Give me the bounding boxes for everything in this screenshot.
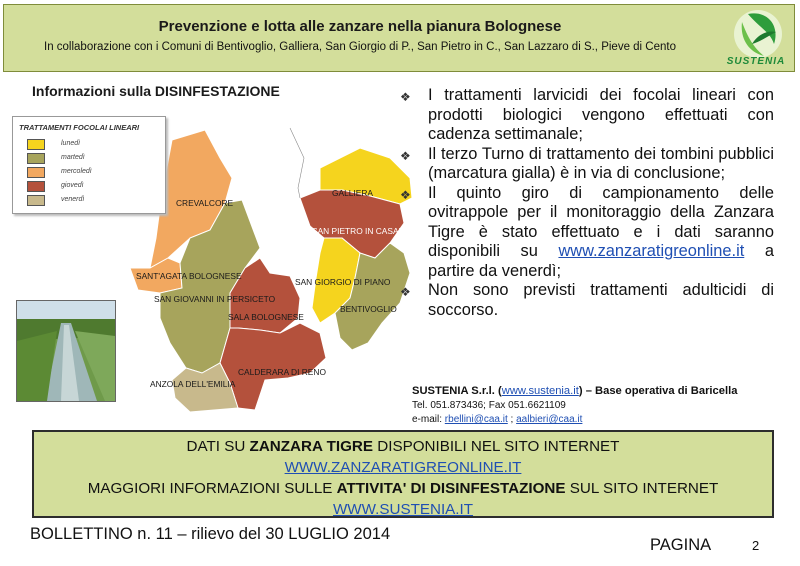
bullet-item	[398, 86, 774, 145]
bullet-text: Il terzo Turno di trattamento dei tombini pubblici (marcatura gialla) è in via di conclusione;	[428, 144, 774, 182]
legend-label: giovedì	[61, 182, 84, 189]
legend-label: mercoledì	[61, 168, 92, 175]
diamond-bullet-icon: ❖	[400, 285, 411, 299]
section-title: Informazioni sulla DISINFESTAZIONE	[32, 83, 280, 99]
infobox-text: MAGGIORI INFORMAZIONI SULLE	[87, 480, 333, 497]
label-san-giovanni: SAN GIOVANNI IN PERSICETO	[154, 294, 276, 304]
label-santagata: SANT'AGATA BOLOGNESE	[136, 271, 242, 281]
email-link-1[interactable]: rbellini@caa.it	[444, 414, 508, 425]
legend-item	[27, 181, 157, 194]
bullet-text: a partire da venerdì;	[428, 242, 774, 280]
sustenia-uppercase-link[interactable]: WWW.SUSTENIA.IT	[332, 501, 474, 518]
email-link-2[interactable]: aalbieri@caa.it	[516, 414, 583, 425]
label-bentivoglio: BENTIVOGLIO	[340, 304, 397, 314]
header-banner	[3, 4, 795, 72]
infobox-text: DISPONIBILI NEL SITO INTERNET	[377, 438, 620, 455]
base-operativa: – Base operativa di Baricella	[585, 385, 738, 397]
contact-info	[412, 384, 792, 428]
infobox-line-1	[34, 436, 772, 457]
page-label: PAGINA	[650, 536, 712, 554]
legend-label: venerdì	[61, 196, 85, 203]
legend-label: martedì	[61, 154, 85, 161]
map-legend	[12, 116, 166, 214]
logo-wordmark: SUSTENIA	[726, 56, 786, 67]
label-anzola: ANZOLA DELL'EMILIA	[150, 379, 236, 389]
email-separator: ;	[510, 414, 514, 425]
infobox-text: DATI SU	[186, 438, 246, 455]
label-san-pietro: SAN PIETRO IN CASALE	[312, 226, 409, 236]
diamond-bullet-icon: ❖	[400, 90, 411, 104]
infobox-line-3	[34, 478, 772, 499]
bullet-item	[398, 184, 774, 282]
page-number: 2	[752, 538, 760, 553]
label-galliera: GALLIERA	[332, 188, 373, 198]
legend-title: TRATTAMENTI FOCOLAI LINEARI	[19, 123, 140, 132]
label-sala: SALA BOLOGNESE	[228, 312, 304, 322]
bullet-text: Non sono previsti trattamenti adulticidi di soccorso.	[428, 281, 774, 319]
company-name: SUSTENIA S.r.l.	[412, 385, 495, 397]
contact-email-line	[412, 413, 792, 428]
header-subtitle: In collaborazione con i Comuni di Bentivoglio, Galliera, San Giorgio di P., San Pietro in C., San Lazzaro di S., Pieve di Cento	[44, 41, 676, 53]
legend-item	[27, 139, 157, 152]
legend-swatch	[27, 195, 45, 206]
diamond-bullet-icon: ❖	[400, 187, 411, 202]
legend-item	[27, 153, 157, 166]
zanzaratigre-link[interactable]: www.zanzaratigreonline.it	[558, 242, 745, 260]
sustenia-site-link[interactable]: www.sustenia.it	[501, 385, 579, 397]
label-calderara: CALDERARA DI RENO	[238, 367, 326, 377]
legend-item	[27, 167, 157, 180]
infobox-bold: ZANZARA TIGRE	[249, 438, 374, 455]
legend-swatch	[27, 167, 45, 178]
label-crevalcore: CREVALCORE	[176, 198, 234, 208]
bulletin-info: BOLLETTINO n. 11 – rilievo del 30 LUGLIO 2014	[30, 525, 391, 543]
diamond-bullet-icon: ❖	[400, 148, 411, 163]
info-box	[32, 430, 774, 518]
legend-swatch	[27, 139, 45, 150]
header-title: Prevenzione e lotta alle zanzare nella pianura Bolognese	[158, 18, 562, 35]
legend-item	[27, 195, 157, 208]
canal-photo	[16, 300, 116, 402]
legend-label: lunedì	[61, 140, 81, 147]
legend-swatch	[27, 153, 45, 164]
legend-swatch	[27, 181, 45, 192]
bullet-item	[398, 145, 774, 184]
infobox-text: SUL SITO INTERNET	[569, 480, 719, 497]
contact-phone: Tel. 051.873436; Fax 051.6621109	[412, 399, 566, 411]
bullet-item	[398, 281, 774, 320]
label-san-giorgio: SAN GIORGIO DI PIANO	[295, 277, 391, 287]
email-label: e-mail:	[412, 414, 443, 425]
zanzaratigre-uppercase-link[interactable]: WWW.ZANZARATIGREONLINE.IT	[284, 459, 522, 476]
bullet-list	[398, 86, 774, 320]
bullet-text: I trattamenti larvicidi dei focolai lineari con prodotti biologici vengono effettuati con cadenza settimanale;	[428, 86, 774, 143]
bullet-text: Il quinto giro di campionamento delle ovitrappole per il monitoraggio della Zanzara Tigre è stato effettuato e i dati saranno disponibili su	[428, 183, 774, 260]
infobox-bold: ATTIVITA' DI DISINFESTAZIONE	[336, 480, 566, 497]
contact-company-line: SUSTENIA S.r.l. (www.sustenia.it) – Base operativa di Baricella	[412, 385, 738, 397]
